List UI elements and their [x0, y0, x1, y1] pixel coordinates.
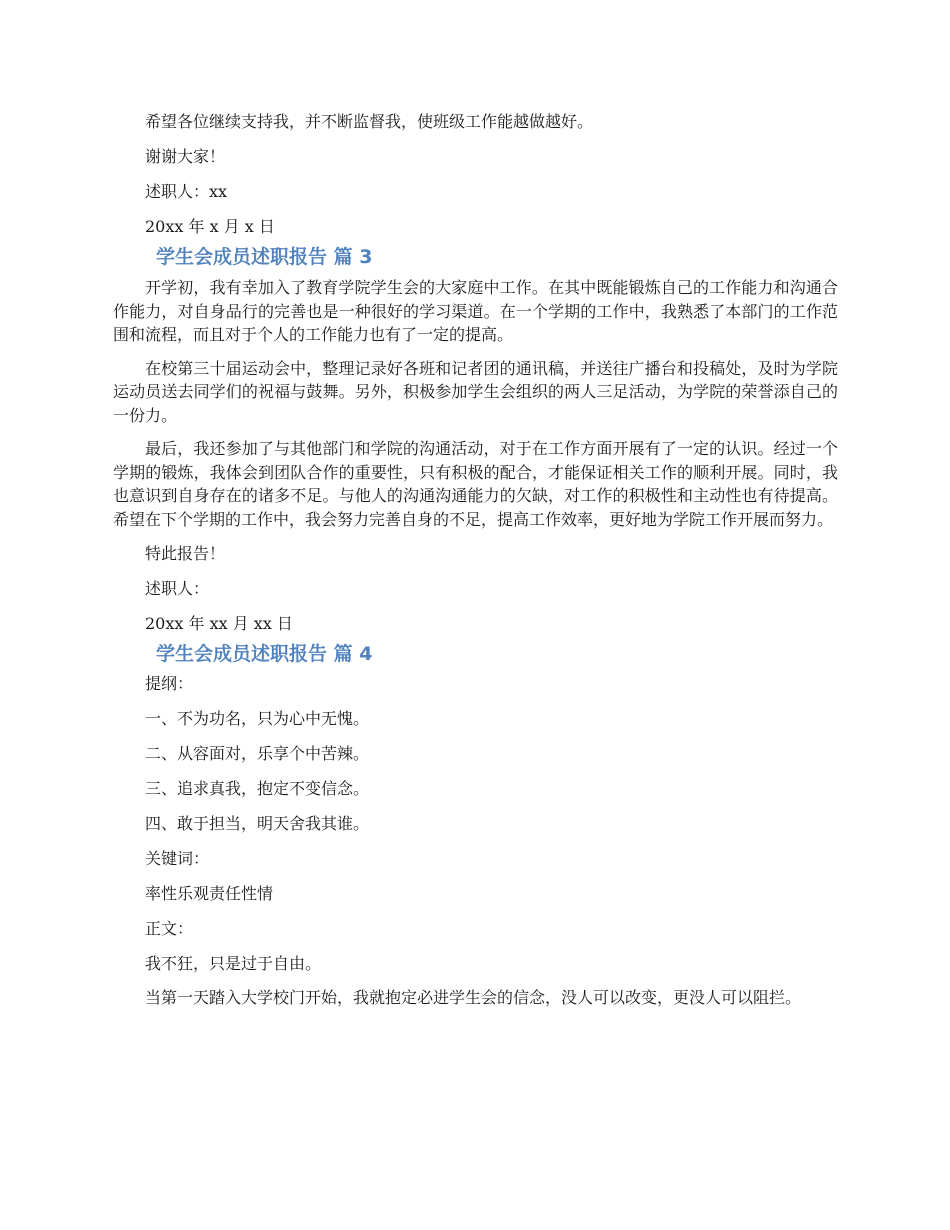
body-paragraph: 当第一天踏入大学校门开始，我就抱定必进学生会的信念，没人可以改变，更没人可以阻拦。 — [145, 988, 802, 1007]
outline-item: 三、追求真我，抱定不变信念。 — [145, 779, 370, 798]
section-3-heading: 学生会成员述职报告 篇 3 — [156, 246, 373, 268]
reporter-line: 述职人： — [145, 579, 210, 598]
body-label: 正文： — [145, 919, 194, 938]
date-line: 20xx 年 x 月 x 日 — [145, 217, 275, 236]
outline-item: 一、不为功名，只为心中无愧。 — [145, 709, 370, 728]
keywords-text: 率性乐观责任性情 — [145, 884, 274, 903]
outline-item: 二、从容面对，乐享个中苦辣。 — [145, 744, 370, 763]
keywords-label: 关键词： — [145, 849, 210, 868]
section-3-paragraph: 最后，我还参加了与其他部门和学院的沟通活动，对于在工作方面开展有了一定的认识。经过一个学期的锻炼，我体会到团队合作的重要性，只有积极的配合，才能保证相关工作的顺利开展。同时，我也意识到自身存在的诸多不足。与他人的沟通沟通能力的欠缺，对工作的积极性和主动性也有待提高。希望在下个学期的工作中，我会努力完善自身的不足，提高工作效率，更好地为学院工作开展而努力。 — [113, 439, 838, 529]
reporter-line: 述职人：xx — [145, 182, 228, 201]
special-report-line: 特此报告！ — [145, 544, 226, 563]
body-first-line: 我不狂，只是过于自由。 — [145, 954, 322, 973]
outline-item: 四、敢于担当，明天舍我其谁。 — [145, 814, 370, 833]
document-content — [113, 110, 838, 1010]
thanks-line: 谢谢大家！ — [145, 147, 226, 166]
section-4-heading: 学生会成员述职报告 篇 4 — [156, 643, 373, 665]
section-3-paragraph: 在校第三十届运动会中，整理记录好各班和记者团的通讯稿，并送往广播台和投稿处，及时为学院运动员送去同学们的祝福与鼓舞。另外，积极参加学生会组织的两人三足活动，为学院的荣誉添自己的一份力。 — [113, 358, 838, 425]
closing-line: 希望各位继续支持我，并不断监督我，使班级工作能越做越好。 — [145, 112, 594, 131]
section-3-paragraph: 开学初，我有幸加入了教育学院学生会的大家庭中工作。在其中既能锻炼自己的工作能力和沟通合作能力，对自身品行的完善也是一种很好的学习渠道。在一个学期的工作中，我熟悉了本部门的工作范围和流程，而且对于个人的工作能力也有了一定的提高。 — [113, 278, 838, 344]
date-line: 20xx 年 xx 月 xx 日 — [145, 614, 293, 633]
outline-label: 提纲： — [145, 674, 194, 693]
